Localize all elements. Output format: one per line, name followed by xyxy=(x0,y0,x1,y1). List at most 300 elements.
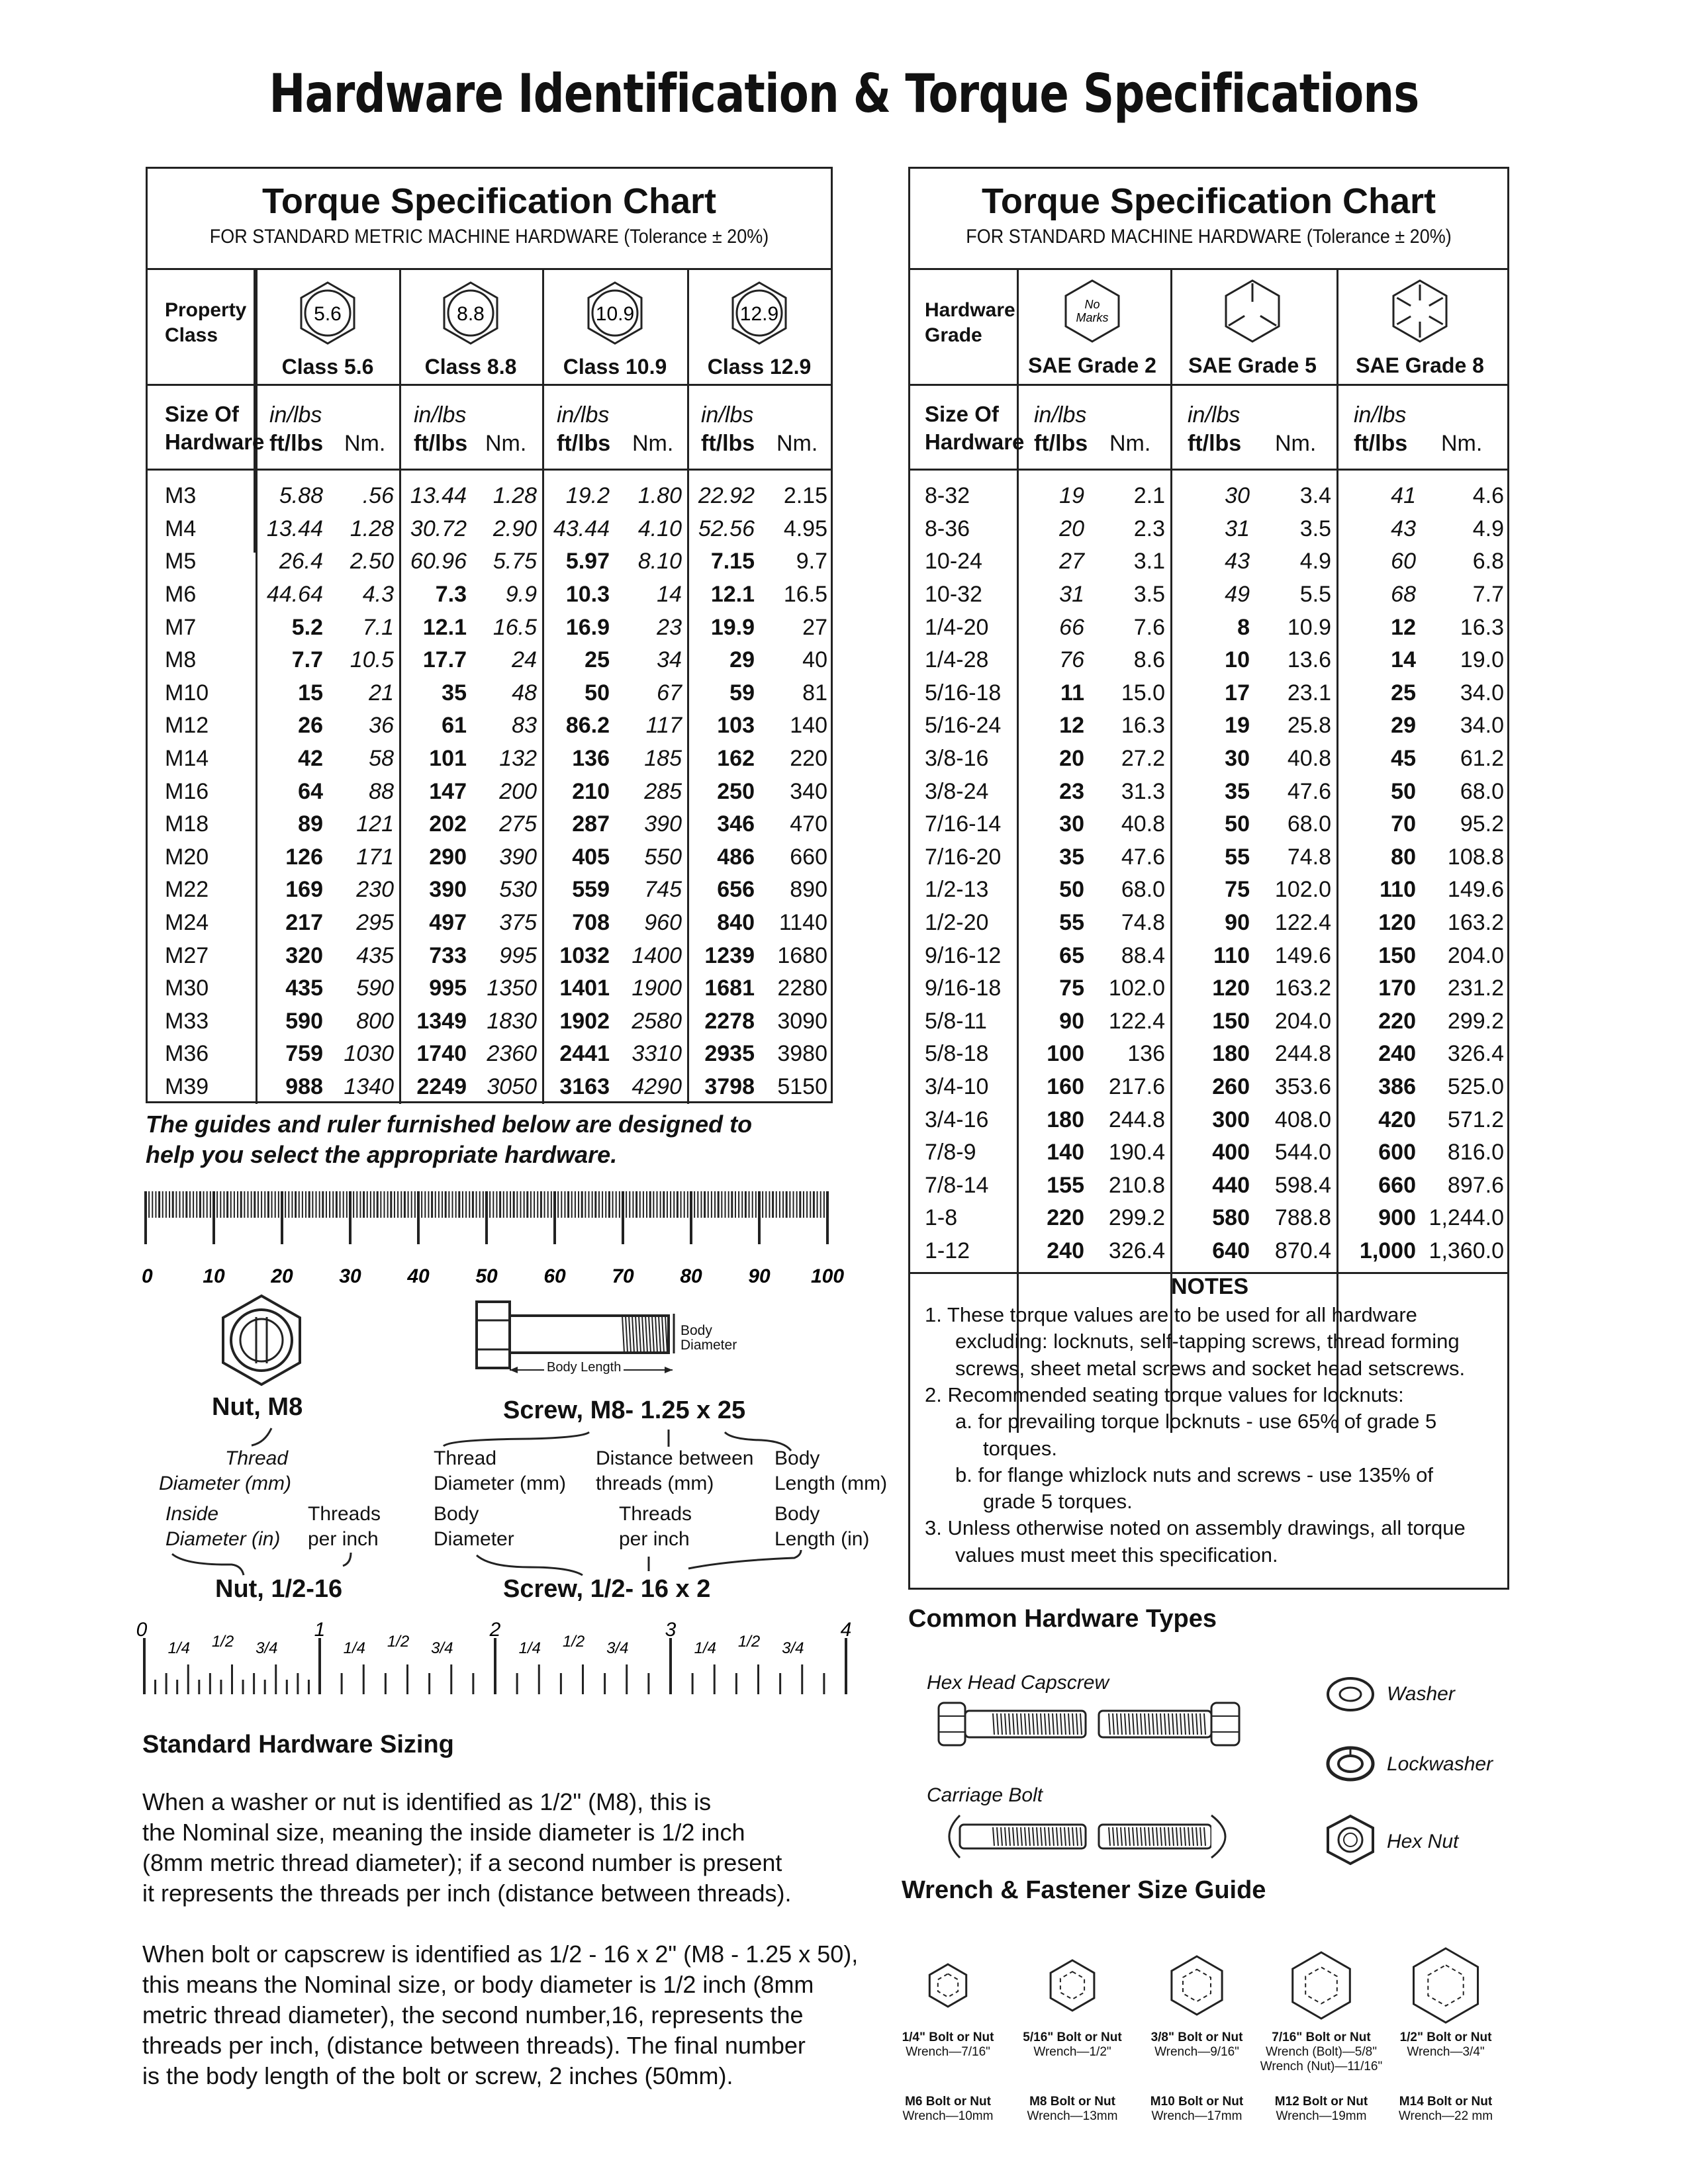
table-row xyxy=(910,1235,1509,1268)
torque-value-cell: 598.4 xyxy=(1274,1172,1331,1198)
torque-value-cell: 600 xyxy=(1378,1140,1416,1165)
torque-value-cell: 1.28 xyxy=(492,483,537,509)
table-row xyxy=(148,874,833,907)
table-row xyxy=(910,545,1509,578)
wrench-inch-text: Wrench (Bolt)—5/8" xyxy=(1266,2045,1377,2059)
torque-value-cell: 16.9 xyxy=(565,614,610,640)
torque-value-cell: 440 xyxy=(1212,1172,1250,1198)
note-line: grade 5 torques. xyxy=(983,1490,1133,1514)
torque-value-cell: 49 xyxy=(1225,582,1250,608)
torque-value-cell: 2580 xyxy=(632,1008,682,1034)
table-row xyxy=(910,1103,1509,1136)
hardware-size-cell: 3/8-24 xyxy=(925,778,989,804)
torque-value-cell: 386 xyxy=(1378,1073,1416,1099)
wrench-guide-title: Wrench & Fastener Size Guide xyxy=(902,1876,1266,1904)
carriage-bolt-label: Carriage Bolt xyxy=(927,1784,1043,1806)
torque-value-cell: 108.8 xyxy=(1447,844,1504,870)
unit-ft-lbs: ft/lbs xyxy=(1354,431,1408,456)
hardware-size-cell: 3/4-10 xyxy=(925,1073,989,1099)
torque-value-cell: 86.2 xyxy=(565,713,610,739)
torque-value-cell: 4.3 xyxy=(362,582,394,608)
torque-value-cell: 1349 xyxy=(416,1008,467,1034)
torque-value-cell: 16.5 xyxy=(492,614,537,640)
metric-callout-text: Length (mm) xyxy=(774,1473,888,1494)
inch-ruler-fraction: 1/2 xyxy=(387,1633,410,1651)
sizing-paragraph-line: When a washer or nut is identified as 1/2" (M8), this is xyxy=(142,1788,712,1815)
torque-value-cell: 285 xyxy=(644,778,682,804)
table-row xyxy=(910,644,1509,677)
wrench-inch-text: Wrench (Nut)—11/16" xyxy=(1260,2060,1383,2073)
torque-value-cell: 5.2 xyxy=(291,614,323,640)
hardware-size-cell: 7/16-14 xyxy=(925,811,1002,837)
hardware-size-cell: 1-8 xyxy=(925,1205,958,1231)
metric-chart-subtitle: FOR STANDARD METRIC MACHINE HARDWARE (Tolerance ± 20%) xyxy=(209,226,769,248)
wrench-inch-text: 3/8" Bolt or Nut xyxy=(1150,2030,1243,2044)
torque-value-cell: 43 xyxy=(1225,549,1250,574)
torque-value-cell: 19 xyxy=(1059,483,1084,509)
torque-value-cell: 15.0 xyxy=(1121,680,1165,705)
torque-value-cell: 100 xyxy=(1047,1041,1084,1067)
inch-callout-text: Body xyxy=(434,1503,479,1525)
note-line: excluding: locknuts, self-tapping screws, thread forming xyxy=(955,1330,1460,1353)
torque-value-cell: 816.0 xyxy=(1447,1140,1504,1165)
torque-value-cell: 35 xyxy=(1059,844,1084,870)
torque-value-cell: 48 xyxy=(512,680,537,705)
torque-value-cell: 27.2 xyxy=(1121,746,1165,772)
unit-nm: Nm. xyxy=(485,431,527,456)
wrench-metric-text: M6 Bolt or Nut xyxy=(905,2095,991,2109)
torque-value-cell: 202 xyxy=(429,811,467,837)
sae-chart-subtitle: FOR STANDARD MACHINE HARDWARE (Tolerance ± 20%) xyxy=(966,226,1452,248)
torque-value-cell: 59 xyxy=(729,680,755,705)
ruler-label: 40 xyxy=(407,1265,430,1287)
torque-value-cell: 240 xyxy=(1378,1041,1416,1067)
hex-wrench-size-icon xyxy=(924,1962,972,2009)
torque-value-cell: 40 xyxy=(802,647,827,673)
torque-value-cell: 43 xyxy=(1391,516,1416,541)
page-title: Hardware Identification & Torque Specifications xyxy=(269,63,1419,124)
note-line: b. for flange whizlock nuts and screws - use 135% of xyxy=(955,1463,1433,1486)
torque-value-cell: 217.6 xyxy=(1108,1073,1165,1099)
torque-value-cell: 660 xyxy=(1378,1172,1416,1198)
torque-value-cell: 346 xyxy=(717,811,755,837)
size-of-hardware-label: Size Of Hardware xyxy=(165,402,265,454)
ruler-label: 70 xyxy=(612,1265,634,1287)
metric-chart-header xyxy=(148,169,831,270)
table-row xyxy=(148,480,833,513)
torque-value-cell: 121 xyxy=(356,811,394,837)
inch-ruler-label: 3 xyxy=(665,1619,677,1641)
torque-value-cell: 408.0 xyxy=(1274,1107,1331,1132)
torque-value-cell: 23.1 xyxy=(1287,680,1331,705)
torque-value-cell: 132 xyxy=(499,746,537,772)
torque-value-cell: 8.10 xyxy=(637,549,682,574)
torque-value-cell: 90 xyxy=(1059,1008,1084,1034)
inch-callout-text: Body xyxy=(774,1503,820,1525)
torque-value-cell: 1032 xyxy=(559,942,610,968)
table-row xyxy=(910,513,1509,546)
torque-value-cell: 70 xyxy=(1391,811,1416,837)
torque-value-cell: 10 xyxy=(1225,647,1250,673)
torque-value-cell: 525.0 xyxy=(1447,1073,1504,1099)
torque-value-cell: 31 xyxy=(1059,582,1084,608)
mm-ruler xyxy=(132,1178,861,1297)
table-row xyxy=(148,775,833,808)
class-badge-text: 10.9 xyxy=(595,303,635,325)
torque-value-cell: 68.0 xyxy=(1460,778,1504,804)
unit-ft-lbs: ft/lbs xyxy=(1034,431,1088,456)
torque-value-cell: 136 xyxy=(1127,1041,1165,1067)
torque-value-cell: 1030 xyxy=(344,1041,394,1067)
hardware-size-cell: 5/16-24 xyxy=(925,713,1002,739)
torque-value-cell: 5.97 xyxy=(565,549,610,574)
torque-value-cell: 126 xyxy=(285,844,323,870)
hardware-size-cell: 5/16-18 xyxy=(925,680,1002,705)
hardware-size-cell: M7 xyxy=(165,614,197,640)
torque-value-cell: 1401 xyxy=(559,976,610,1001)
torque-value-cell: 10.5 xyxy=(350,647,394,673)
note-line: 3. Unless otherwise noted on assembly drawings, all torque xyxy=(925,1516,1466,1540)
class-badge-icon xyxy=(438,280,504,346)
torque-value-cell: 375 xyxy=(499,910,537,936)
torque-value-cell: 708 xyxy=(572,910,610,936)
metric-callout-text: Body xyxy=(774,1447,820,1469)
hardware-size-cell: M16 xyxy=(165,778,209,804)
torque-value-cell: 244.8 xyxy=(1108,1107,1165,1132)
table-row xyxy=(148,644,833,677)
torque-value-cell: 64 xyxy=(298,778,323,804)
torque-value-cell: 26 xyxy=(298,713,323,739)
torque-value-cell: 26.4 xyxy=(279,549,323,574)
torque-value-cell: 190.4 xyxy=(1108,1140,1165,1165)
torque-value-cell: 240 xyxy=(1047,1238,1084,1263)
ruler-label: 30 xyxy=(339,1265,361,1287)
wrench-inch-text: Wrench—9/16" xyxy=(1154,2045,1239,2059)
table-row xyxy=(148,513,833,546)
unit-nm: Nm. xyxy=(632,431,674,456)
torque-value-cell: 25 xyxy=(585,647,610,673)
hardware-size-cell: 7/16-20 xyxy=(925,844,1002,870)
torque-value-cell: 12 xyxy=(1059,713,1084,739)
torque-value-cell: 43.44 xyxy=(553,516,610,541)
sizing-paragraph-line: When bolt or capscrew is identified as 1/2 - 16 x 2" (M8 - 1.25 x 50), xyxy=(142,1940,859,1968)
hardware-size-cell: 10-32 xyxy=(925,582,982,608)
inch-callout-text: Diameter xyxy=(434,1528,514,1550)
hardware-size-cell: 7/8-9 xyxy=(925,1140,976,1165)
sae-torque-chart xyxy=(908,167,1509,1590)
torque-value-cell: 13.44 xyxy=(266,516,323,541)
table-row xyxy=(910,578,1509,612)
table-row xyxy=(910,907,1509,940)
torque-value-cell: 23 xyxy=(1059,778,1084,804)
torque-value-cell: 571.2 xyxy=(1447,1107,1504,1132)
class-badge-icon xyxy=(582,280,648,346)
table-row xyxy=(910,1202,1509,1235)
hardware-size-cell: M3 xyxy=(165,483,197,509)
table-row xyxy=(148,841,833,874)
hardware-size-cell: M8 xyxy=(165,647,197,673)
class-label: Class 5.6 xyxy=(281,355,374,379)
hex-wrench-size-icon xyxy=(1286,1950,1357,2021)
nut-inch-label: Nut, 1/2-16 xyxy=(215,1575,343,1603)
torque-value-cell: 40.8 xyxy=(1121,811,1165,837)
torque-value-cell: 2280 xyxy=(777,976,827,1001)
hardware-size-cell: 3/4-16 xyxy=(925,1107,989,1132)
torque-value-cell: 759 xyxy=(285,1041,323,1067)
torque-value-cell: 17 xyxy=(1225,680,1250,705)
table-row xyxy=(910,480,1509,513)
hardware-size-cell: M20 xyxy=(165,844,209,870)
unit-nm: Nm. xyxy=(1275,431,1317,456)
torque-value-cell: 40.8 xyxy=(1287,746,1331,772)
unit-in-lbs: in/lbs xyxy=(701,402,754,428)
sae-grade-label: SAE Grade 5 xyxy=(1188,353,1317,377)
table-row xyxy=(910,1005,1509,1038)
torque-value-cell: 169 xyxy=(285,877,323,903)
note-line: torques. xyxy=(983,1436,1058,1460)
torque-value-cell: 7.6 xyxy=(1133,614,1165,640)
torque-value-cell: 185 xyxy=(644,746,682,772)
note-line: values must meet this specification. xyxy=(955,1543,1278,1567)
torque-value-cell: 3798 xyxy=(704,1073,755,1099)
torque-value-cell: 405 xyxy=(572,844,610,870)
torque-value-cell: 390 xyxy=(644,811,682,837)
hardware-size-cell: 7/8-14 xyxy=(925,1172,989,1198)
torque-value-cell: 22.92 xyxy=(698,483,755,509)
sae-torque-table xyxy=(910,480,1509,1267)
table-row xyxy=(910,972,1509,1005)
hardware-size-cell: M33 xyxy=(165,1008,209,1034)
hardware-size-cell: 10-24 xyxy=(925,549,982,574)
torque-value-cell: 2.1 xyxy=(1133,483,1165,509)
divider xyxy=(910,384,1509,386)
torque-value-cell: 102.0 xyxy=(1274,877,1331,903)
table-row xyxy=(148,709,833,743)
lockwasher-label: Lockwasher xyxy=(1387,1753,1493,1775)
wrench-inch-text: 5/16" Bolt or Nut xyxy=(1023,2030,1122,2044)
torque-value-cell: 1830 xyxy=(487,1008,537,1034)
torque-value-cell: 147 xyxy=(429,778,467,804)
torque-value-cell: 34 xyxy=(657,647,682,673)
hardware-size-cell: 5/8-18 xyxy=(925,1041,989,1067)
screw-m8-label: Screw, M8- 1.25 x 25 xyxy=(503,1396,746,1424)
torque-value-cell: 110 xyxy=(1380,877,1416,903)
unit-ft-lbs: ft/lbs xyxy=(701,431,755,456)
torque-value-cell: .56 xyxy=(362,483,394,509)
torque-value-cell: 122.4 xyxy=(1274,910,1331,936)
hardware-size-cell: M5 xyxy=(165,549,197,574)
hex-wrench-size-icon xyxy=(1406,1946,1485,2025)
torque-value-cell: 171 xyxy=(356,844,394,870)
torque-value-cell: 5.75 xyxy=(492,549,537,574)
hardware-size-cell: 5/8-11 xyxy=(925,1008,987,1034)
guide-text-1: The guides and ruler furnished below are designed to xyxy=(146,1111,753,1138)
torque-value-cell: 67 xyxy=(657,680,682,705)
torque-value-cell: 4.10 xyxy=(637,516,682,541)
torque-value-cell: 435 xyxy=(356,942,394,968)
divider xyxy=(910,469,1509,471)
torque-value-cell: 733 xyxy=(429,942,467,968)
torque-value-cell: 840 xyxy=(717,910,755,936)
no-marks-text: No xyxy=(1084,298,1100,311)
torque-value-cell: 7.3 xyxy=(435,582,467,608)
torque-value-cell: 995 xyxy=(429,976,467,1001)
hex-nut-icon xyxy=(1324,1813,1383,1866)
table-row xyxy=(910,611,1509,644)
torque-value-cell: 149.6 xyxy=(1447,877,1504,903)
torque-value-cell: 2360 xyxy=(487,1041,537,1067)
metric-callout-text: Thread xyxy=(225,1447,289,1469)
sizing-paragraph-line: is the body length of the bolt or screw, 2 inches (50mm). xyxy=(142,2062,733,2089)
inch-callout-text: Inside xyxy=(165,1503,219,1525)
torque-value-cell: 170 xyxy=(1378,976,1416,1001)
inch-ruler-fraction: 1/2 xyxy=(562,1633,585,1651)
torque-value-cell: 25.8 xyxy=(1287,713,1331,739)
torque-value-cell: 390 xyxy=(499,844,537,870)
torque-value-cell: 9.9 xyxy=(505,582,537,608)
torque-value-cell: 47.6 xyxy=(1121,844,1165,870)
torque-value-cell: 1140 xyxy=(778,910,827,936)
torque-value-cell: 10.3 xyxy=(565,582,610,608)
table-row xyxy=(148,545,833,578)
torque-value-cell: 41 xyxy=(1391,483,1416,509)
torque-value-cell: 295 xyxy=(356,910,394,936)
torque-value-cell: 220 xyxy=(1378,1008,1416,1034)
table-row xyxy=(148,1071,833,1104)
table-row xyxy=(910,874,1509,907)
torque-value-cell: 3310 xyxy=(632,1041,682,1067)
body-diameter-label: Body Diameter xyxy=(680,1323,737,1353)
torque-value-cell: 3050 xyxy=(487,1073,537,1099)
torque-value-cell: 204.0 xyxy=(1447,942,1504,968)
hardware-size-cell: M39 xyxy=(165,1073,209,1099)
wrench-metric-text: M12 Bolt or Nut xyxy=(1274,2095,1368,2109)
hardware-size-cell: 3/8-16 xyxy=(925,746,989,772)
torque-value-cell: 470 xyxy=(790,811,827,837)
torque-value-cell: 21 xyxy=(369,680,394,705)
metric-chart-title: Torque Specification Chart xyxy=(261,181,717,221)
torque-value-cell: 102.0 xyxy=(1108,976,1165,1001)
torque-value-cell: 88.4 xyxy=(1121,942,1165,968)
table-row xyxy=(910,939,1509,972)
torque-value-cell: 68 xyxy=(1391,582,1416,608)
torque-value-cell: 27 xyxy=(1059,549,1084,574)
torque-value-cell: 12 xyxy=(1391,614,1416,640)
inch-callout-text: per inch xyxy=(619,1528,690,1550)
torque-value-cell: 420 xyxy=(1378,1107,1416,1132)
hardware-size-cell: 8-36 xyxy=(925,516,970,541)
torque-value-cell: 890 xyxy=(790,877,827,903)
torque-value-cell: 1,360.0 xyxy=(1429,1238,1504,1263)
hex-wrench-size-icon xyxy=(1045,1958,1100,2013)
torque-value-cell: 8 xyxy=(1237,614,1250,640)
inch-ruler-fraction: 1/2 xyxy=(211,1633,234,1651)
torque-value-cell: 11 xyxy=(1060,680,1084,705)
torque-value-cell: 3980 xyxy=(777,1041,827,1067)
torque-value-cell: 326.4 xyxy=(1108,1238,1165,1263)
torque-value-cell: 1.80 xyxy=(637,483,682,509)
torque-value-cell: 1340 xyxy=(344,1073,394,1099)
hardware-size-cell: M14 xyxy=(165,746,209,772)
torque-value-cell: 550 xyxy=(644,844,682,870)
torque-value-cell: 390 xyxy=(429,877,467,903)
torque-value-cell: 995 xyxy=(499,942,537,968)
ruler-label: 50 xyxy=(475,1265,498,1287)
torque-value-cell: 7.1 xyxy=(362,614,394,640)
torque-value-cell: 20 xyxy=(1059,516,1084,541)
torque-value-cell: 180 xyxy=(1212,1041,1250,1067)
torque-value-cell: 150 xyxy=(1212,1008,1250,1034)
torque-value-cell: 150 xyxy=(1378,942,1416,968)
ruler-label: 0 xyxy=(142,1265,153,1287)
table-row xyxy=(910,1136,1509,1169)
torque-value-cell: 95.2 xyxy=(1460,811,1504,837)
torque-value-cell: 1680 xyxy=(777,942,827,968)
torque-value-cell: 14 xyxy=(1391,647,1416,673)
sae-chart-header xyxy=(910,169,1507,270)
torque-value-cell: 1239 xyxy=(704,942,755,968)
torque-value-cell: 590 xyxy=(285,1008,323,1034)
hardware-size-cell: M36 xyxy=(165,1041,209,1067)
torque-value-cell: 220 xyxy=(790,746,827,772)
torque-value-cell: 788.8 xyxy=(1274,1205,1331,1231)
sae-chart-title: Torque Specification Chart xyxy=(981,181,1436,221)
torque-value-cell: 497 xyxy=(429,910,467,936)
torque-value-cell: 110 xyxy=(1213,942,1250,968)
class-label: Class 8.8 xyxy=(424,355,517,379)
torque-value-cell: 656 xyxy=(717,877,755,903)
torque-value-cell: 290 xyxy=(429,844,467,870)
torque-value-cell: 101 xyxy=(429,746,467,772)
torque-value-cell: 8.6 xyxy=(1133,647,1165,673)
sae-grade-badge-icon xyxy=(1387,278,1453,344)
torque-value-cell: 1.28 xyxy=(350,516,394,541)
unit-nm: Nm. xyxy=(344,431,386,456)
torque-value-cell: 2441 xyxy=(559,1041,610,1067)
torque-value-cell: 117 xyxy=(645,713,682,739)
torque-value-cell: 76 xyxy=(1059,647,1084,673)
table-row xyxy=(910,677,1509,710)
inch-callout-text: Diameter (in) xyxy=(165,1528,281,1550)
table-row xyxy=(148,677,833,710)
hardware-size-cell: 1/2-13 xyxy=(925,877,989,903)
inch-ruler-fraction: 1/4 xyxy=(343,1639,365,1657)
torque-value-cell: 83 xyxy=(512,713,537,739)
sizing-paragraph-line: threads per inch, (distance between threads). The final number xyxy=(142,2032,806,2059)
torque-value-cell: 897.6 xyxy=(1447,1172,1504,1198)
torque-value-cell: 13.6 xyxy=(1287,647,1331,673)
torque-value-cell: 400 xyxy=(1212,1140,1250,1165)
inch-ruler-label: 1 xyxy=(314,1619,326,1641)
torque-value-cell: 65 xyxy=(1059,942,1084,968)
hardware-size-cell: M24 xyxy=(165,910,209,936)
torque-value-cell: 19 xyxy=(1225,713,1250,739)
washer-icon xyxy=(1324,1674,1383,1714)
torque-value-cell: 800 xyxy=(356,1008,394,1034)
torque-value-cell: 16.3 xyxy=(1121,713,1165,739)
torque-value-cell: 7.15 xyxy=(710,549,755,574)
torque-value-cell: 300 xyxy=(1212,1107,1250,1132)
torque-value-cell: 5150 xyxy=(777,1073,827,1099)
torque-value-cell: 19.2 xyxy=(565,483,610,509)
torque-value-cell: 35 xyxy=(442,680,467,705)
torque-value-cell: 20 xyxy=(1059,746,1084,772)
table-row xyxy=(910,808,1509,841)
torque-value-cell: 4.9 xyxy=(1299,549,1331,574)
torque-value-cell: 640 xyxy=(1212,1238,1250,1263)
torque-value-cell: 14 xyxy=(657,582,682,608)
torque-value-cell: 90 xyxy=(1225,910,1250,936)
